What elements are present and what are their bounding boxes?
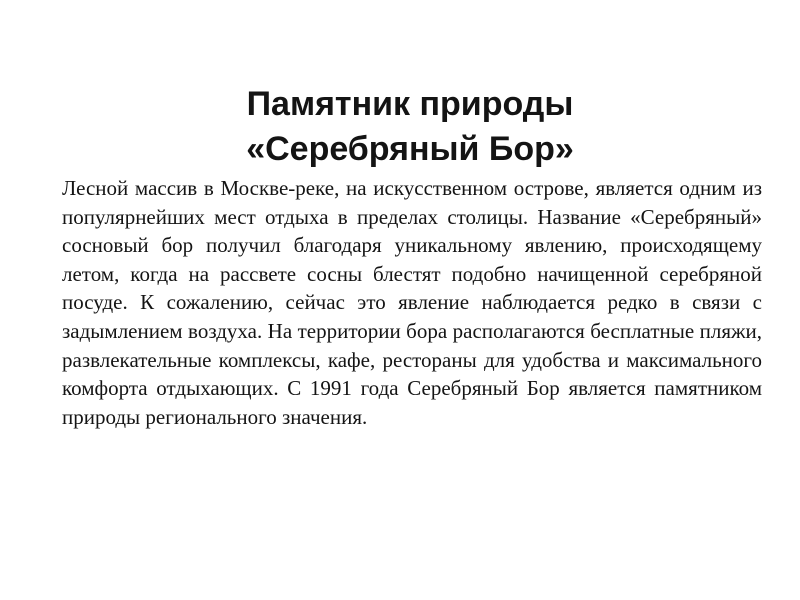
slide-title-line-2: «Серебряный Бор» — [246, 130, 574, 168]
slide-title-line-1: Памятник природы — [246, 85, 574, 123]
slide-body-text: Лесной массив в Москве-реке, на искусственном острове, является одним из популярнейших мест отдыха в пределах столицы. Название «Серебряный» сосновый бор получил благодаря уникальному явлению, происходящему летом, когда на рассвете сосны блестят подобно начищенной серебряной посуде. К сожалению, сейчас это явление наблюдается редко в связи с задымлением воздуха. На территории бора располагаются бесплатные пляжи, развлекательные комплексы, кафе, рестораны для удобства и максимального комфорта отдыхающих. С 1991 года Серебряный Бор является памятником природы регионального значения. — [62, 176, 762, 429]
slide-title — [0, 82, 800, 172]
